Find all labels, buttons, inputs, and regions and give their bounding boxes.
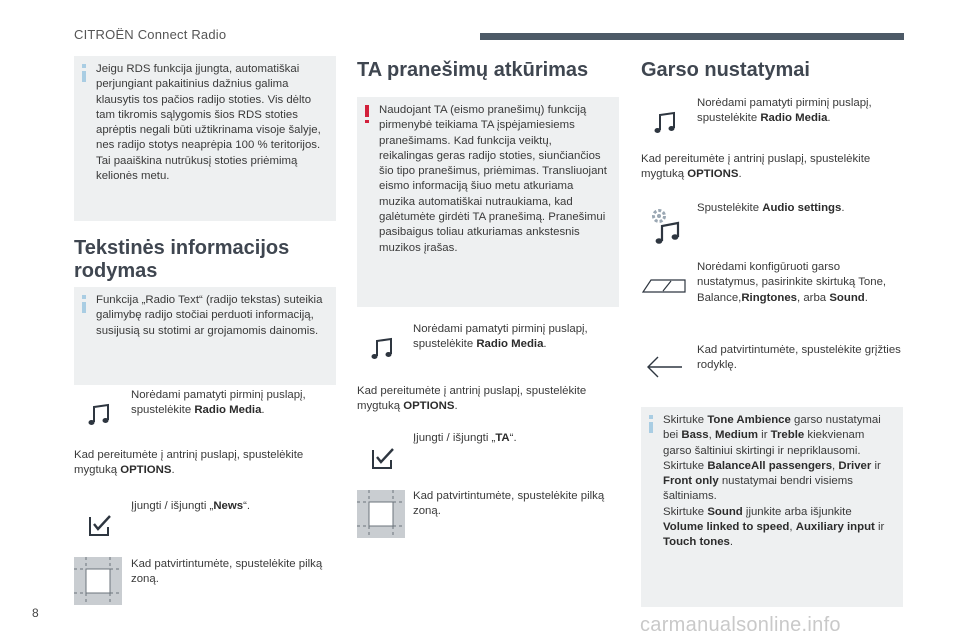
note-text: . <box>729 536 734 549</box>
step-confirm-grey-zone: Kad patvirtintumėte, spustelėkite pilką zoną. <box>131 558 323 586</box>
note-text: , <box>789 521 796 534</box>
note-bold: BalanceAll passengers <box>707 459 833 472</box>
note-bold: Medium <box>714 429 758 442</box>
music-note-icon <box>652 110 678 136</box>
note-text: įjunkite arba išjunkite <box>742 505 852 518</box>
note-bold: Bass <box>681 429 709 442</box>
step-confirm-grey-zone: Kad patvirtintumėte, spustelėkite pilką zoną. <box>413 490 605 518</box>
step-text: . <box>171 464 175 477</box>
note-text: garso nustatymai bei <box>663 414 881 442</box>
radio-text-info-text: Funkcija „Radio Text“ (radijo tekstas) suteikia galimybę radijo stočiai perduoti informaciją, susijusią su stotimi ar grojamomis dainomis. <box>96 294 323 337</box>
step-confirm-back-arrow: Kad patvirtintumėte, spustelėkite grįžties rodyklę. <box>697 344 901 372</box>
rds-info-note <box>74 56 336 221</box>
step-text: Įjungti / išjungti „ <box>131 500 214 512</box>
note-text: ir <box>874 521 885 534</box>
sound-settings-info-note <box>641 407 903 607</box>
note-line-tone <box>663 414 881 457</box>
step-options <box>357 384 619 415</box>
step-open-radio-media <box>131 388 331 419</box>
note-bold: Treble <box>770 429 805 442</box>
news-label: News <box>213 500 244 512</box>
section-heading-ta: TA pranešimų atkūrimas <box>357 59 589 81</box>
step-text: Kad pereitumėte į antrinį puslapį, spustelėkite mygtuką <box>357 385 587 413</box>
radio-media-label: Radio Media <box>194 404 262 417</box>
radio-media-label: Radio Media <box>476 338 544 351</box>
running-header-title: CITROËN Connect Radio <box>74 27 227 42</box>
note-bold: Volume linked to speed <box>663 521 790 534</box>
warning-icon <box>365 105 369 123</box>
step-text: Spustelėkite <box>697 202 763 214</box>
step-text: . <box>827 112 831 125</box>
step-text: Norėdami pamatyti pirminį puslapį, spustelėkite <box>131 389 306 417</box>
ta-warning-text: Naudojant TA (eismo pranešimų) funkciją pirmenybė teikiama TA įspėjamiesiems pranešimams. Kad funkcija veiktų, reikalingas geras radijo stoties, siunčiančios šio tipo pranešimus, priėmimas. Transliuojant eismo informaciją šiuo metu atkuriama muzika automatiškai nutraukiama, kad galėtumėte girdėti TA pranešimą. Pranešimui pasibaigus toliau atkuriamas ankstesnis muzikos įrašas. <box>379 104 607 254</box>
note-text: kiekvienam garso šaltiniui skirtingi ir nepriklausomi. <box>663 429 865 457</box>
options-label: OPTIONS <box>120 464 172 477</box>
ringtones-label: Ringtones <box>741 291 798 304</box>
back-arrow-icon <box>644 354 684 380</box>
step-options <box>641 152 903 183</box>
step-open-radio-media <box>413 322 613 353</box>
step-toggle-news <box>131 499 331 514</box>
rds-info-text: Jeigu RDS funkcija įjungta, automatiškai perjungiant pakaitinius dažnius galima klausytis tos pačios radijo stoties. Vis dėlto tam tikromis sąlygomis šios RDS stoties aprėptis negali būti užtikrinama visoje šalyje, nes radijo stotys neaprėpia 100 % teritorijos. Tai paaiškina nutrūkusį stoties priėmimą kelionės metu. <box>96 63 321 183</box>
grey-zone-icon <box>74 557 122 605</box>
note-text: Skirtuke <box>663 414 708 426</box>
header-bar <box>480 33 904 40</box>
step-configure-tabs <box>697 260 902 306</box>
note-bold: Touch tones <box>663 536 730 549</box>
radio-media-label: Radio Media <box>760 112 828 125</box>
step-text: . <box>841 202 845 214</box>
note-text: ir <box>871 459 881 472</box>
sound-label: Sound <box>829 291 865 304</box>
note-text: , <box>708 429 715 442</box>
step-text: “. <box>243 500 251 512</box>
note-bold: Tone Ambience <box>707 414 791 426</box>
note-bold: Auxiliary input <box>795 521 875 534</box>
section-heading-sound-settings: Garso nustatymai <box>641 59 810 81</box>
note-text: Skirtuke <box>663 505 708 518</box>
note-line-balance <box>663 460 881 503</box>
music-note-icon <box>86 402 112 428</box>
note-text: ir <box>758 429 771 442</box>
audio-settings-label: Audio settings <box>762 202 842 214</box>
note-text: nustatymai bendri visiems šaltiniams. <box>663 475 853 503</box>
step-text: . <box>543 338 547 351</box>
music-note-icon <box>369 336 395 362</box>
step-text: Norėdami pamatyti pirminį puslapį, spustelėkite <box>413 323 588 351</box>
options-label: OPTIONS <box>687 168 739 181</box>
info-icon <box>649 415 653 433</box>
step-text: Norėdami konfigūruoti garso nustatymus, pasirinkite skirtuką Tone, Balance, <box>697 261 887 304</box>
ta-label: TA <box>495 432 510 444</box>
ta-warning-note <box>357 97 619 307</box>
grey-zone-icon <box>357 490 405 538</box>
step-text: . <box>454 400 458 413</box>
step-open-radio-media <box>697 96 902 127</box>
options-label: OPTIONS <box>403 400 455 413</box>
step-text: Kad pereitumėte į antrinį puslapį, spustelėkite mygtuką <box>74 449 304 477</box>
note-bold: Driver <box>838 459 872 472</box>
tab-icon <box>641 274 689 296</box>
watermark: carmanualsonline.info <box>640 614 841 636</box>
note-text: Skirtuke <box>663 459 708 472</box>
info-icon <box>82 64 86 82</box>
step-text: . <box>864 291 868 304</box>
step-text: “. <box>509 432 517 444</box>
step-text: . <box>738 168 742 181</box>
step-audio-settings <box>697 201 902 216</box>
note-bold: Sound <box>707 505 743 518</box>
section-heading-radio-text: Tekstinės informacijos rodymas <box>74 237 290 282</box>
step-text: Įjungti / išjungti „ <box>413 432 496 444</box>
radio-text-info-note <box>74 287 336 385</box>
step-text: Norėdami pamatyti pirminį puslapį, spustelėkite <box>697 97 872 125</box>
note-text: , <box>832 459 839 472</box>
step-options <box>74 448 336 479</box>
checkbox-icon <box>371 446 397 470</box>
sound-settings-info-text <box>663 413 893 551</box>
info-icon <box>82 295 86 313</box>
note-bold: Front only <box>663 475 719 488</box>
note-line-sound <box>663 506 884 549</box>
step-text: Kad pereitumėte į antrinį puslapį, spustelėkite mygtuką <box>641 153 871 181</box>
checkbox-icon <box>88 513 114 537</box>
step-toggle-ta <box>413 431 613 446</box>
page-number: 8 <box>32 606 39 620</box>
audio-settings-icon <box>648 206 684 246</box>
step-text: . <box>261 404 265 417</box>
step-text: , arba <box>797 291 830 304</box>
